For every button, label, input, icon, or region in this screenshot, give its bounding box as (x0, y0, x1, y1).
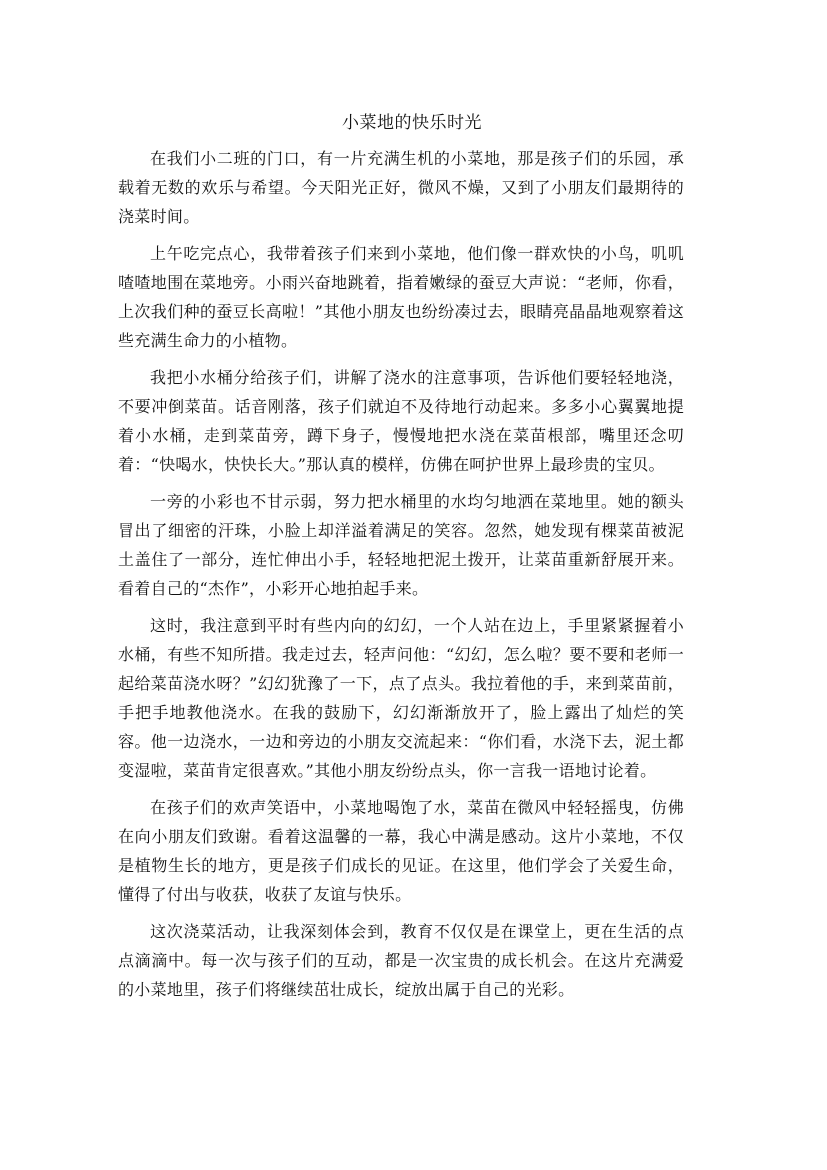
paragraph: 上午吃完点心，我带着孩子们来到小菜地，他们像一群欢快的小鸟，叽叽喳喳地围在菜地旁。小雨兴奋地跳着，指着嫩绿的蚕豆大声说：“老师，你看，上次我们种的蚕豆长高啦！”其他小朋友也纷纷凑过去，眼睛亮晶晶地观察着这些充满生命力的小植物。 (118, 244, 684, 350)
paragraph: 在孩子们的欢声笑语中，小菜地喝饱了水，菜苗在微风中轻轻摇曳，仿佛在向小朋友们致谢。看着这温馨的一幕，我心中满是感动。这片小菜地，不仅是植物生长的地方，更是孩子们成长的见证。在这里，他们学会了关爱生命，懂得了付出与收获，收获了友谊与快乐。 (118, 798, 684, 904)
paragraph: 这时，我注意到平时有些内向的幻幻，一个人站在边上，手里紧紧握着小水桶，有些不知所措。我走过去，轻声问他：“幻幻，怎么啦？要不要和老师一起给菜苗浇水呀？”幻幻犹豫了一下，点了点头。我拉着他的手，来到菜苗前，手把手地教他浇水。在我的鼓励下，幻幻渐渐放开了，脸上露出了灿烂的笑容。他一边浇水，一边和旁边的小朋友交流起来：“你们看，水浇下去，泥土都变湿啦，菜苗肯定很喜欢。”其他小朋友纷纷点头，你一言我一语地讨论着。 (118, 616, 684, 780)
paragraph: 一旁的小彩也不甘示弱，努力把水桶里的水均匀地洒在菜地里。她的额头冒出了细密的汗珠，小脸上却洋溢着满足的笑容。忽然，她发现有棵菜苗被泥土盖住了一部分，连忙伸出小手，轻轻地把泥土拨开，让菜苗重新舒展开来。看着自己的“杰作”，小彩开心地拍起手来。 (118, 492, 684, 598)
document-page (118, 110, 684, 1012)
paragraph: 我把小水桶分给孩子们，讲解了浇水的注意事项，告诉他们要轻轻地浇，不要冲倒菜苗。话音刚落，孩子们就迫不及待地行动起来。多多小心翼翼地提着小水桶，走到菜苗旁，蹲下身子，慢慢地把水浇在菜苗根部，嘴里还念叨着：“快喝水，快快长大。”那认真的模样，仿佛在呵护世界上最珍贵的宝贝。 (118, 368, 684, 474)
document-title: 小菜地的快乐时光 (342, 113, 482, 133)
paragraph: 这次浇菜活动，让我深刻体会到，教育不仅仅是在课堂上，更在生活的点点滴滴中。每一次与孩子们的互动，都是一次宝贵的成长机会。在这片充满爱的小菜地里，孩子们将继续茁壮成长，绽放出属于自己的光彩。 (118, 922, 684, 999)
paragraph: 在我们小二班的门口，有一片充满生机的小菜地，那是孩子们的乐园，承载着无数的欢乐与希望。今天阳光正好，微风不燥，又到了小朋友们最期待的浇菜时间。 (118, 149, 684, 226)
